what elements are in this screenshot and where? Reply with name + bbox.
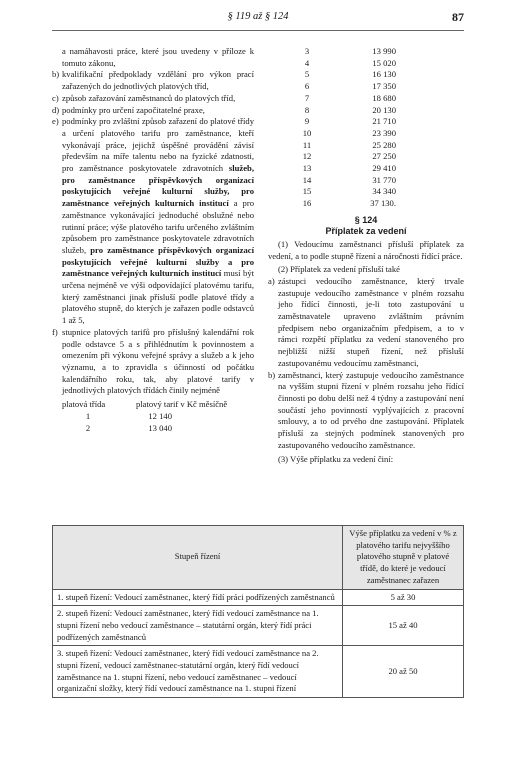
tariff-row — [268, 105, 464, 117]
item-text: podmínky pro určení započitatelné praxe, — [62, 104, 205, 115]
management-allowance-table — [52, 525, 464, 698]
tariff-class: 1 — [85, 410, 91, 421]
section-title: Příplatek za vedení — [325, 226, 407, 237]
item-marker: c) — [52, 92, 59, 103]
left-column — [52, 46, 254, 434]
tariff-row — [268, 151, 464, 163]
header-section-range: § 119 až § 124 — [227, 11, 289, 22]
header-level: Stupeň řízení — [53, 526, 343, 590]
item-a-continuation: a namáhavosti práce, které jsou uvedeny v příloze k tomuto zákonu, — [62, 46, 254, 68]
header-rule — [52, 30, 464, 31]
item-text: zaměstnanci, který zastupuje vedoucího zaměstnance na vyšším stupni řízení v plném rozsahu jeho řídící činnosti po dobu delší než 4 týdny a zastupování není součástí jeho povinností vyplývajících z pracovní smlouvy, a to od prvého dne zastupování. Příplatek přísluší za stejných podmínek stanovených pro zastupovaného vedoucího zaměstnance. — [278, 369, 464, 450]
tariff-row — [268, 128, 464, 140]
tariff-row — [268, 81, 464, 93]
item-text: musí být určena nejméně ve výši odpovídající platovému tarifu, který zaměstnanci jinak přísluší podle platové třídy a platového stupně, do kterých je zařazen podle odstavců 1 až 5, — [62, 268, 254, 326]
list-item-f — [52, 327, 254, 397]
item-marker: b) — [52, 69, 60, 80]
list-item-e — [52, 116, 254, 327]
tariff-value: 13 990 — [372, 46, 396, 56]
tariff-row — [268, 46, 464, 58]
tariff-row — [268, 163, 464, 175]
running-header — [52, 8, 464, 28]
tariff-class: 2 — [85, 422, 91, 433]
tariff-class: 5 — [304, 69, 310, 80]
tariff-value: 20 130 — [372, 104, 396, 115]
tariff-row — [52, 423, 254, 435]
tariff-class: 8 — [304, 104, 310, 115]
tariff-class: 15 — [302, 186, 312, 197]
right-column — [268, 46, 464, 465]
table-row — [53, 606, 464, 646]
tariff-value: 16 130 — [372, 69, 396, 80]
tariff-class: 12 — [302, 151, 312, 162]
cell-range: 20 až 50 — [343, 646, 464, 698]
tariff-value: 29 410 — [372, 163, 396, 174]
tariff-value: 23 390 — [372, 127, 396, 138]
page-number: 87 — [452, 10, 464, 24]
header-amount: Výše příplatku za vedení v % z platového tarifu nejvyššího platového stupně v platové třídě, do které je vedoucí zaměstnanec zařazen — [343, 526, 464, 590]
tariff-row — [268, 69, 464, 81]
tariff-class: 14 — [302, 174, 312, 185]
tariff-class: 9 — [304, 116, 310, 127]
tariff-row — [268, 140, 464, 152]
list-item — [52, 93, 254, 105]
tariff-value: 13 040 — [148, 422, 172, 433]
tariff-table-continued — [268, 46, 464, 210]
tariff-value: 18 680 — [372, 92, 396, 103]
tariff-row — [268, 58, 464, 70]
tariff-row — [52, 411, 254, 423]
item-text: kvalifikační předpoklady vzdělání pro výkon prací zařazených do jednotlivých platových tříd, — [62, 69, 254, 92]
paragraph-3: (3) Výše příplatku za vedení činí: — [278, 453, 394, 464]
cell-level: 3. stupeň řízení: Vedoucí zaměstnanec, který řídí vedoucí zaměstnance na 2. stupni řízení, vedoucí zaměstnanec-statutární orgán, který řídí vedoucí zaměstnance na 1. stupni řízení, nebo vedoucí zaměstnanec – vedoucí organizační složky, který řídí vedoucí zaměstnance na 1. stupni řízení — [53, 646, 343, 698]
list-item — [52, 69, 254, 92]
tariff-value: 31 770 — [372, 174, 396, 185]
table-row — [53, 589, 464, 606]
list-item — [268, 276, 464, 370]
tariff-row — [268, 175, 464, 187]
item-marker: a) — [268, 275, 275, 286]
tariff-value: 15 020 — [372, 57, 396, 68]
tariff-value: 21 710 — [372, 116, 396, 127]
list-item — [268, 370, 464, 452]
tariff-row — [268, 116, 464, 128]
item-text: způsob zařazování zaměstnanců do platových tříd, — [62, 92, 236, 103]
table-row — [53, 646, 464, 698]
item-emphasis: pro zaměstnance příspěvkových organizací poskytujících veřejné kulturní služby a pro zaměstnance veřejných kulturních institucí — [62, 244, 254, 279]
tariff-value: 27 250 — [372, 151, 396, 162]
cell-range: 15 až 40 — [343, 606, 464, 646]
item-text: a pro zaměstnance vykonávající jednoduché obslužné nebo rutinní práce; výše platového tarifu určeného zvláštním způsobem pro zaměstnance poskytovatele zdravotních služeb, — [62, 198, 254, 255]
tariff-class: 4 — [304, 57, 310, 68]
cell-level: 1. stupeň řízení: Vedoucí zaměstnanec, který řídí práci podřízených zaměstnanců — [53, 589, 343, 606]
list-item — [52, 105, 254, 117]
tariff-value: 25 280 — [372, 139, 396, 150]
item-marker: d) — [52, 104, 60, 115]
tariff-value: 37 130. — [370, 198, 396, 209]
tariff-class: 7 — [304, 92, 310, 103]
tariff-class: 11 — [302, 139, 312, 150]
item-text: zástupci vedoucího zaměstnance, který trvale zastupuje vedoucího zaměstnance v plném rozsahu jeho řídící činnosti, je-li toto zastupování u zaměstnavatele upraveno zvláštním právním předpisem nebo organizačním předpisem, a to v rámci rozpětí příplatku za vedení stanoveného pro nejbližší nižší stupeň řízení, než přísluší zastupovanému vedoucímu zaměstnanci, — [278, 275, 464, 368]
section-number: § 124 — [354, 214, 378, 225]
tariff-head-class: platová třída — [62, 399, 106, 410]
tariff-row — [268, 93, 464, 105]
item-text: stupnice platových tarifů pro příslušný kalendářní rok podle odstavce 5 a s přihlédnutím k povinnostem a omezením při výkonu veřejné správy a služeb a k jeho významu, a to zpravidla s účinností od počátku kalendářního roku, tak, aby platové tarify v jednotlivých platových třídách činily nejméně — [62, 326, 254, 396]
table-header-row — [53, 526, 464, 590]
tariff-class: 3 — [304, 46, 310, 56]
item-marker: f) — [52, 326, 58, 337]
tariff-head-value: platový tarif v Kč měsíčně — [136, 399, 228, 410]
tariff-value: 34 340 — [372, 186, 396, 197]
item-emphasis: služeb, pro zaměstnance příspěvkových organizací poskytujících veřejné kulturní služby, pro zaměstnance veřejných kulturních institucí — [62, 163, 254, 209]
tariff-class: 6 — [304, 81, 310, 92]
paragraph-1: (1) Vedoucímu zaměstnanci přísluší příplatek za vedení, a to podle stupně řízení a náročnosti řídící práce. — [268, 238, 464, 261]
tariff-value: 17 350 — [372, 81, 396, 92]
cell-level: 2. stupeň řízení: Vedoucí zaměstnanec, který řídí vedoucí zaměstnance na 1. stupni řízení nebo vedoucí zaměstnance – statutární orgán, který řídí práci podřízených zaměstnanců — [53, 606, 343, 646]
item-marker: e) — [52, 116, 59, 127]
item-text: podmínky pro zvláštní způsob zařazení do platové třídy a určení platového tarifu pro zaměstnance, kteří vykonávají práce, jejichž úspěšné provádění závisí především na míře talentu nebo na fyzické zdatnosti, pro zaměstnance poskytovatele zdravotních — [62, 116, 254, 174]
item-marker: b) — [268, 369, 276, 380]
tariff-class: 10 — [302, 127, 312, 138]
tariff-table-head — [52, 399, 254, 411]
tariff-value: 12 140 — [148, 410, 172, 421]
tariff-row — [268, 186, 464, 198]
tariff-class: 16 — [302, 198, 312, 209]
paragraph-2: (2) Příplatek za vedení přísluší také — [278, 264, 400, 275]
cell-range: 5 až 30 — [343, 589, 464, 606]
tariff-row — [268, 198, 464, 210]
tariff-class: 13 — [302, 163, 312, 174]
